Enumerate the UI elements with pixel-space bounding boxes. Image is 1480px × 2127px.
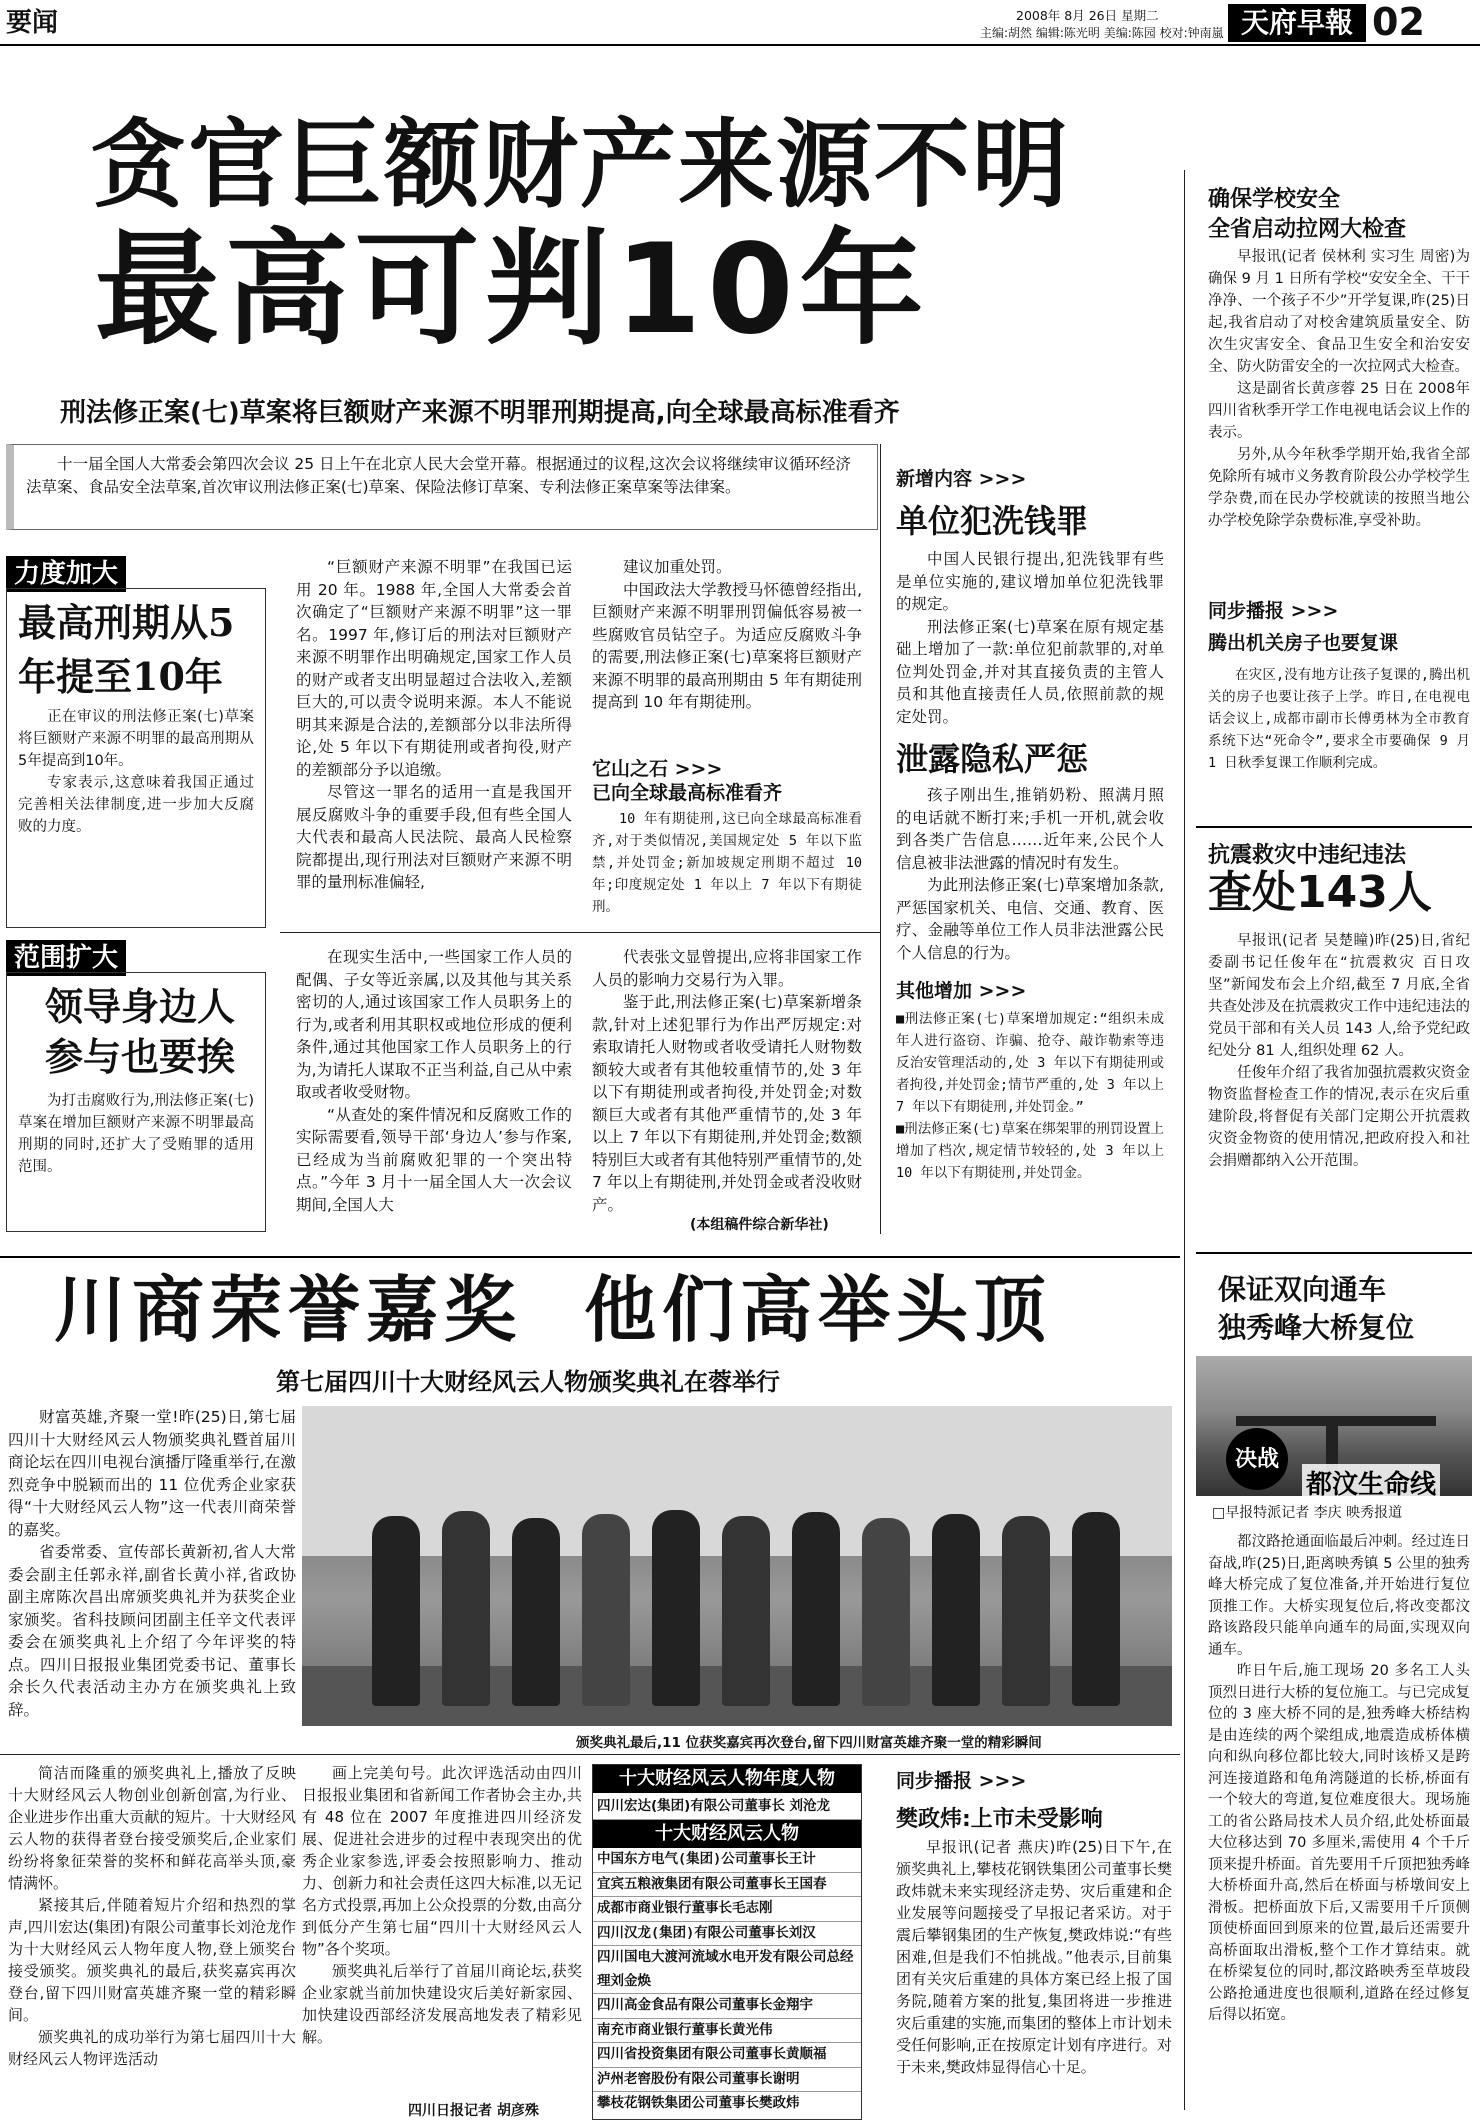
lead-col2-upper: “巨额财产来源不明罪”在我国已运用 20 年。1988 年,全国人大常委会首次确定了“巨额财产来源不明罪”这一罪名。1997 年,修订后的刑法对巨额财产来源不明罪作出明确规定,国家工作人员的财产或者支出明显超过合法收入,差额巨大的,可以责令说明来源。本人不能说明其来源是合法的,差额部分以非法所得论,处 5 年以下有期徒刑或者拘役,财产的差额部分予以追缴。 尽管这一罪名的适用一直是我国开展反腐败斗争的重要手段,但有些全国人大代表和最高人民法院、最高人民检察院都提出,现行刑法对巨额财产来源不明罪的量刑标准偏轻, [296, 558, 572, 891]
awards-sync-text: 早报讯(记者 燕庆)昨(25)日下午,在颁奖典礼上,攀枝花钢铁集团公司董事长樊政炜就未来实现经济走势、灾后重建和企业发展等问题接受了早报记者采访。对于震后攀钢集团的生产恢复,樊政炜说:“有些困难,但是我们不怕挑战。”他表示,目前集团有关灾后重建的具体方案已经上报了国务院,随着方案的批复,集团将进一步推进灾后重建的实施,而集团的整体上市计划未受任何影响,正在按原定计划有序进行。对于未来,樊政炜显得信心十足。 [896, 1838, 1172, 2076]
lead-col2-lower: 在现实生活中,一些国家工作人员的配偶、子女等近亲属,以及其他与其关系密切的人,通过该国家工作人员职务上的行为,或者利用其职权或地位形成的便利条件,通过其他国家工作人员职务上的行为,为请托人谋取不正当利益,自己从中索取或者收受财物。 “从查处的案件情况和反腐败工作的实际需要看,领导干部‘身边人’参与作案,已经成为当前腐败犯罪的一个突出特点。”今年 3 月十一届全国人大一次会议期间,全国人大 [296, 948, 572, 1214]
lead-col3-upper: 建议加重处罚。 中国政法大学教授马怀德曾经指出,巨额财产来源不明罪刑罚偏低容易被一些腐败官员钻空子。为适应反腐败斗争的需要,刑法修正案(七)草案将巨额财产来源不明罪的最高刑期由 5 年有期徒刑提高到 10 年有期徒刑。 [592, 558, 862, 711]
list-item: 四川国电大渡河流域水电开发有限公司总经理刘金焕 [593, 1946, 861, 1994]
awards-left-text: 财富英雄,齐聚一堂!昨(25)日,第七届四川十大财经风云人物颁奖典礼暨首届川商论坛在四川电视台演播厅隆重举行,在激烈竞争中脱颖而出的 11 位优秀企业家获得“十大财经风云人物”这一代表川商荣誉的嘉奖。 省委常委、宣传部长黄新初,省人大常委会副主任郭永祥,副省长黄小祥,省政协副主席陈次昌出席颁奖典礼并为获奖企业家颁奖。省科技顾问团副主任辛文代表评委会在颁奖典礼上介绍了今年评奖的特点。四川日报报业集团党委书记、董事长余长久代表活动主办方在颁奖典礼上致辞。 [8, 1408, 296, 1719]
winners-list-box [592, 1764, 862, 2120]
list-head: 十大财经风云人物 [593, 1820, 861, 1848]
school-sync-text: 在灾区,没有地方让孩子复课的,腾出机关的房子也要让孩子上学。昨日,在电视电话会议上,成都市副市长傅勇林为全市教育系统下达“死命令”,要求全市要确保 9 月 1 日秋季复课工作顺利完成。 [1208, 667, 1470, 771]
winner-figure [512, 1518, 560, 1706]
bridge-title-1: 保证双向通车 [1218, 1273, 1387, 1306]
school-title-2: 全省启动拉网大检查 [1208, 217, 1407, 242]
winner-figure [722, 1516, 770, 1706]
list-item: 四川省投资集团有限公司董事长黄顺福 [593, 2043, 861, 2068]
stone-title: 已向全球最高标准看齐 [592, 782, 783, 804]
lead-mid-rule [280, 932, 880, 933]
awards-col1: 简洁而隆重的颁奖典礼上,播放了反映十大财经风云人物创业创新创富,为行业、企业进步作出重大贡献的短片。十大财经风云人物的获得者登台接受颁奖后,企业家们纷纷将象征荣誉的奖杯和鲜花高举头顶,豪情满怀。 紧接其后,伴随着短片介绍和热烈的掌声,四川宏达(集团)有限公司董事长刘沧龙作为十大财经风云人物年度人物,登上颁奖台接受颁奖。颁奖典礼的最后,获奖嘉宾再次登台,留下四川财富英雄齐聚一堂的精彩瞬间。 颁奖典礼的成功举行为第七届四川十大财经风云人物评选活动 [8, 1764, 296, 2068]
quake-title-2: 查处143人 [1208, 867, 1432, 918]
lead-deck: 刑法修正案(七)草案将巨额财产来源不明罪刑期提高,向全球最高标准看齐 [60, 398, 900, 428]
new-title: 单位犯洗钱罪 [896, 502, 1089, 540]
awards-sync-head: 同步播报 >>> [896, 1770, 1027, 1792]
awards-headline: 川商荣誉嘉奖 他们高举头顶 [54, 1268, 1053, 1352]
bridge-photo-deck [1236, 1416, 1436, 1426]
school-sync-head: 同步播报 >>> [1208, 600, 1339, 622]
awards-bottom-rule [0, 1754, 1180, 1755]
tag-fanwei: 范围扩大 [6, 940, 126, 976]
winner-figure [862, 1518, 910, 1706]
winner-figure [652, 1510, 700, 1706]
bridge-byline: □早报特派记者 李庆 映秀报道 [1212, 1505, 1403, 1521]
winner-figure [442, 1511, 490, 1706]
editors-line: 主编:胡然 编辑:陈光明 美编:陈园 校对:钟南嵐 [980, 26, 1224, 40]
winner-figure [932, 1514, 980, 1706]
list-item: 四川高金食品有限公司董事长金翔宇 [593, 1994, 861, 2019]
winner-figure [372, 1516, 420, 1706]
new-head: 新增内容 >>> [896, 468, 1027, 490]
winner-figure [582, 1514, 630, 1706]
right-rule-2 [1196, 1252, 1472, 1254]
school-title-1: 确保学校安全 [1208, 187, 1341, 212]
page-number: 02 [1372, 0, 1425, 44]
bridge-banner: 都汶生命线 [1302, 1464, 1440, 1501]
quake-text: 早报讯(记者 吴楚瞳)昨(25)日,省纪委副书记任俊年在“抗震救灾 百日攻坚”新闻发布会上介绍,截至 7 月底,全省共查处涉及在抗震救灾工作中违纪违法的党员干部和有关人员 143 人,给予党纪政纪处分 81 人,组织处理 62 人。 任俊年介绍了我省加强抗震救灾资金物资监督检查工作的情况,表示在灾后重建阶段,将督促有关部门定期公开抗震救灾资金物资的使用情况,把政府投入和社会捐赠都纳入公开范围。 [1208, 933, 1470, 1169]
awards-photo [302, 1406, 1172, 1726]
bridge-badge: 决战 [1226, 1428, 1288, 1490]
awards-credit: 四川日报记者 胡彦殊 [408, 2103, 539, 2119]
leak-text: 孩子刚出生,推销奶粉、照满月照的电话就不断打来;手机一开机,就会收到各类广告信息……近年来,公民个人信息被非法泄露的情况时有发生。 为此刑法修正案(七)草案增加条款,严惩国家机关、电信、交通、教育、医疗、金融等单位工作人员非法泄露公民个人信息的行为。 [896, 786, 1164, 962]
stone-text: 10 年有期徒刑,这已向全球最高标准看齐,对于类似情况,美国规定处 5 年以下监禁,并处罚金;新加坡规定刑期不超过 10 年;印度规定处 1 年以上 7 年以下有期徒刑。 [592, 811, 862, 915]
lead-intro-box [6, 444, 878, 530]
list-year-person: 四川宏达(集团)有限公司董事长 刘沧龙 [593, 1793, 861, 1820]
right-col-rule [1184, 170, 1185, 2110]
lead-headline-1: 贪官巨额财产来源不明 [90, 109, 1070, 221]
leak-title: 泄露隐私严惩 [896, 740, 1089, 778]
paper-name-logo: 天府早報 [1228, 4, 1366, 42]
right-rule-1 [1196, 826, 1472, 828]
awards-top-rule [0, 1256, 1180, 1258]
winner-figure [1002, 1516, 1050, 1706]
quake-title-1: 抗震救灾中违纪违法 [1208, 843, 1407, 868]
list-year-head: 十大财经风云人物年度人物 [593, 1765, 861, 1793]
school-sync-title: 腾出机关房子也要复课 [1208, 632, 1399, 654]
lead-side-rule [880, 444, 881, 1234]
other-head: 其他增加 >>> [896, 980, 1027, 1002]
lead-col3-lower: 代表张文显曾提出,应将非国家工作人员的影响力交易行为入罪。 鉴于此,刑法修正案(七)草案新增条款,针对上述犯罪行为作出严厉规定:对索取请托人财物或者收受请托人财物数额较大或者有其他较重情节的,处 3 年以下有期徒刑或者拘役,并处罚金;对数额巨大或者有其他严重情节的,处 3 年以上 7 年以下有期徒刑,并处罚金;数额特别巨大或者有其他特别严重情节的,处 7 年以上有期徒刑,并处罚金或者没收财产。 [592, 948, 862, 1214]
list-item: 南充市商业银行董事长黄光伟 [593, 2019, 861, 2044]
box1-text: 正在审议的刑法修正案(七)草案将巨额财产来源不明罪的最高刑期从5年提高到10年。 专家表示,这意味着我国正通过完善相关法律制度,进一步加大反腐败的力度。 [18, 709, 254, 835]
list-item: 成都市商业银行董事长毛志刚 [593, 1897, 861, 1922]
list-item: 泸州老窖股份有限公司董事长谢明 [593, 2068, 861, 2093]
box2-text: 为打击腐败行为,刑法修正案(七)草案在增加巨额财产来源不明罪最高刑期的同时,还扩大了受贿罪的适用范围。 [18, 1093, 254, 1175]
winner-figure [792, 1512, 840, 1706]
section-label: 要闻 [6, 8, 59, 38]
stone-head: 它山之石 >>> [592, 758, 723, 780]
new-text: 中国人民银行提出,犯洗钱罪有些是单位实施的,建议增加单位犯洗钱罪的规定。 刑法修正案(七)草案在原有规定基础上增加了一款:单位犯前款罪的,对单位判处罚金,并对其直接负责的主管人员和其他直接责任人员,依照前款的规定处罚。 [896, 550, 1164, 726]
list-item: 宜宾五粮液集团有限公司董事长王国春 [593, 1873, 861, 1898]
bridge-text: 都汶路抢通面临最后冲刺。经过连日奋战,昨(25)日,距离映秀镇 5 公里的独秀峰大桥完成了复位准备,并开始进行复位顶推工作。大桥实现复位后,将改变都汶路该路段只能单向通车的局面,实现双向通车。 昨日午后,施工现场 20 多名工人头顶烈日进行大桥的复位施工。与已完成复位的 3 座大桥不同的是,独秀峰大桥结构是由连续的两个梁组成,地震造成桥体横向和纵向移位都比较大,同时该桥又是跨河连接道路和龟角湾隧道的长桥,桥面有一个较大的弯道,复位难度很大。现场施工的省公路局技术人员介绍,此处桥面最大位移达到 70 多厘米,需使用 4 个千斤顶来提升桥面。首先要用千斤顶把独秀峰大桥桥面升高,然后在桥面与桥墩间安上滑板。把桥面放下后,又需要用千斤顶侧顶使桥面回到原来的位置,最后还需要升高桥面取出滑板,整个工作才算结束。就在桥梁复位的同时,都汶路映秀至草坡段公路抢通进度也很顺利,道路在经过修复后得以拓宽。 [1208, 1534, 1470, 2023]
list-item: 四川汉龙(集团)有限公司董事长刘汉 [593, 1922, 861, 1947]
tag-lidu: 力度加大 [6, 556, 126, 592]
winners-list [593, 1848, 861, 2116]
box2-title: 领导身边人参与也要挨 [44, 984, 235, 1079]
list-item: 攀枝花钢铁集团公司董事长樊政炜 [597, 2095, 800, 2111]
awards-col2: 画上完美句号。此次评选活动由四川日报报业集团和省新闻工作者协会主办,共有 48 位在 2007 年度推进四川经济发展、促进社会进步的过程中表现突出的优秀企业家参选,评委会按照影响力、推动力、创新力和社会责任这四大标准,以无记名方式投票,再加上公众投票的分数,由高分到低分产生第七届“四川十大财经风云人物”各个奖项。 颁奖典礼后举行了首届川商论坛,获奖企业家就当前加快建设灾后美好新家园、加快建设西部经济发展高地发表了精彩见解。 [302, 1764, 582, 2046]
awards-photo-caption: 颁奖典礼最后,11 位获奖嘉宾再次登台,留下四川财富英雄齐聚一堂的精彩瞬间 [576, 1735, 1042, 1751]
school-text: 早报讯(记者 侯林利 实习生 周密)为确保 9 月 1 日所有学校“安安全全、干干净净、一个孩子不少”开学复课,昨(25)日起,我省启动了对校舍建筑质量安全、防次生灾害安全、食品卫生安全和治安安全、防火防雷安全的一次拉网式大检查。 这是副省长黄彦蓉 25 日在 2008年四川省秋季开学工作电视电话会议上作的表示。 另外,从今年秋季学期开始,我省全部免除所有城市义务教育阶段公办学校学生学杂费,而在民办学校就读的按照当地公办学校免除学杂费标准,享受补助。 [1208, 249, 1470, 529]
lead-credit: (本组稿件综合新华社) [690, 1217, 829, 1233]
other-items: ■刑法修正案(七)草案增加规定:“组织未成年人进行盗窃、诈骗、抢夺、敲诈勒索等违反治安管理活动的,处 3 年以下有期徒刑或者拘役,并处罚金;情节严重的,处 3 年以上 7 年以下有期徒刑,并处罚金。” ■刑法修正案(七)草案在绑架罪的刑罚设置上增加了档次,规定情节较轻的,处 3 年以上 10 年以下有期徒刑,并处罚金。 [896, 1011, 1164, 1181]
date-line: 2008年 8月 26日 星期二 [1016, 8, 1159, 23]
box1-title: 最高刑期从5年提至10年 [18, 600, 235, 699]
lead-headline-2: 最高可判10年 [95, 218, 930, 362]
awards-deck: 第七届四川十大财经风云人物颁奖典礼在蓉举行 [276, 1368, 780, 1396]
awards-sync-title: 樊政炜:上市未受影响 [896, 1807, 1103, 1832]
masthead-rule [0, 44, 1480, 46]
list-item: 中国东方电气(集团)公司董事长王计 [593, 1848, 861, 1873]
lead-intro: 十一届全国人大常委会第四次会议 25 日上午在北京人民大会堂开幕。根据通过的议程,这次会议将继续审议循环经济法草案、食品安全法草案,首次审议刑法修正案(七)草案、保险法修订草案、专利法修正案草案等法律案。 [26, 455, 852, 496]
winner-figure [1072, 1512, 1120, 1706]
bridge-title-2: 独秀峰大桥复位 [1218, 1311, 1415, 1344]
